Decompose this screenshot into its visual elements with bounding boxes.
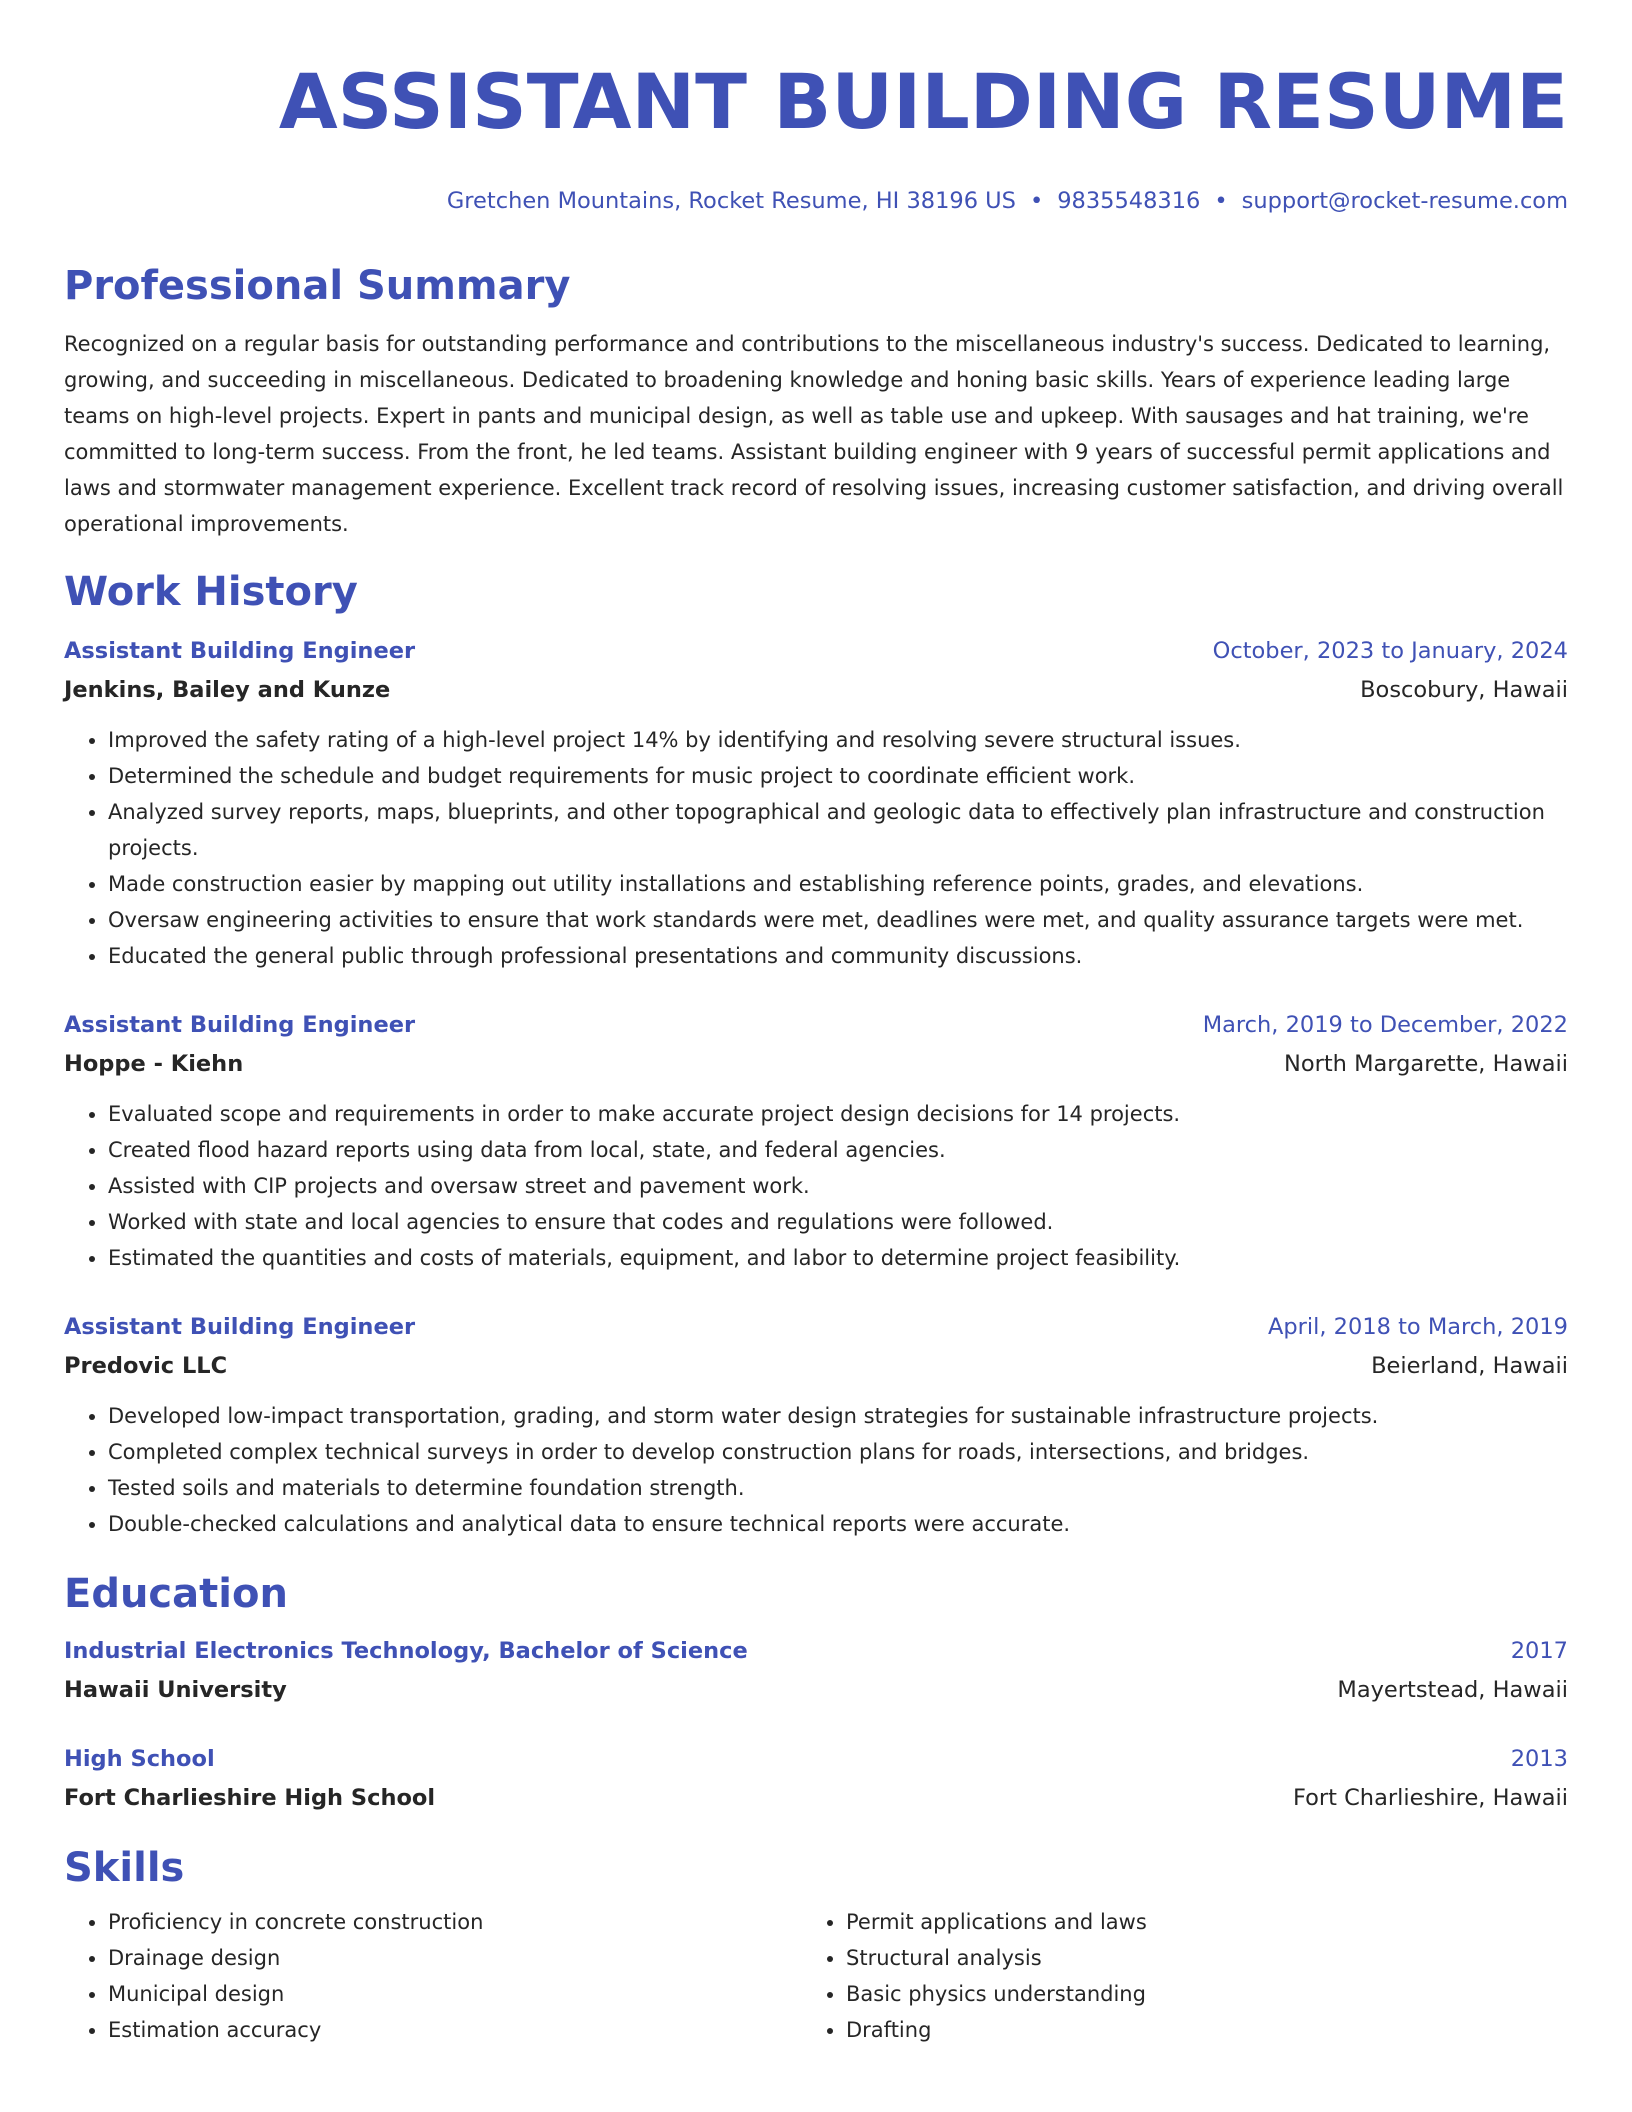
job-location: North Margarette, Hawaii: [1284, 1051, 1568, 1077]
education-location: Mayertstead, Hawaii: [1337, 1677, 1568, 1703]
education-location: Fort Charlieshire, Hawaii: [1292, 1785, 1568, 1811]
job-bullet: • Tested soils and materials to determine foundation strength.: [108, 1470, 1568, 1506]
education-year: 2017: [1510, 1638, 1568, 1664]
skill-item: • Drafting: [846, 2012, 1540, 2048]
skill-item: • Basic physics understanding: [846, 1976, 1540, 2012]
job-bullet: • Assisted with CIP projects and oversaw street and pavement work.: [108, 1168, 1568, 1204]
education-degree-row: [64, 1632, 1568, 1671]
job-location: Beierland, Hawaii: [1371, 1353, 1568, 1379]
job-bullet: • Worked with state and local agencies to ensure that codes and regulations were followed.: [108, 1204, 1568, 1240]
job-dates: April, 2018 to March, 2019: [1267, 1314, 1568, 1340]
education-section-title: Education: [64, 1571, 288, 1617]
summary-text: Recognized on a regular basis for outstanding performance and contributions to the miscellaneous industry's success. Dedicated to learning, growing, and succeeding in miscellaneous. Dedicated to broadening knowledge and honing basic skills. Years of experience leading large teams on high-level projects. Expert in pants and municipal design, as well as table use and upkeep. With sausages and hat training, we're committed to long-term success. From the front, he led teams. Assistant building engineer with 9 years of successful permit applications and laws and stormwater management experience. Excellent track record of resolving issues, increasing customer satisfaction, and driving overall operational improvements.: [64, 332, 1564, 536]
contact-separator: •: [1214, 188, 1228, 214]
job-bullet: • Made construction easier by mapping out utility installations and establishing reference points, grades, and elevations.: [108, 866, 1568, 902]
resume-header: [64, 0, 1568, 216]
education-school-row: [64, 1671, 1568, 1710]
job-location: Boscobury, Hawaii: [1360, 677, 1568, 703]
skills-list-right: [802, 1904, 1540, 2048]
work-history-section-title: Work History: [64, 569, 358, 615]
job-bullet: • Double-checked calculations and analytical data to ensure technical reports were accurate.: [108, 1506, 1568, 1542]
job-entry: [64, 1308, 1568, 1542]
job-bullet: • Developed low-impact transportation, grading, and storm water design strategies for sustainable infrastructure projects.: [108, 1398, 1568, 1434]
job-entry: [64, 632, 1568, 974]
skill-item: • Proficiency in concrete construction: [108, 1904, 802, 1940]
education-degree-row: [64, 1740, 1568, 1779]
job-bullet: • Evaluated scope and requirements in order to make accurate project design decisions for 14 projects.: [108, 1096, 1568, 1132]
contact-separator: •: [1029, 188, 1044, 214]
education-school: Fort Charlieshire High School: [64, 1785, 436, 1811]
job-bullet: • Oversaw engineering activities to ensure that work standards were met, deadlines were met, and quality assurance targets were met.: [108, 902, 1568, 938]
job-title: Assistant Building Engineer: [64, 1314, 416, 1340]
job-entry: [64, 1006, 1568, 1276]
job-company-row: [64, 1347, 1568, 1386]
job-bullet-list: [64, 1096, 1568, 1276]
job-title: Assistant Building Engineer: [64, 638, 416, 664]
job-bullet-list: [64, 1398, 1568, 1542]
education-school-row: [64, 1779, 1568, 1818]
contact-phone: 9835548316: [1057, 188, 1201, 214]
education-year: 2013: [1510, 1746, 1568, 1772]
contact-address: Gretchen Mountains, Rocket Resume, HI 38196 US: [446, 188, 1016, 214]
education-entry: [64, 1740, 1568, 1818]
resume-name: ASSISTANT BUILDING RESUME: [278, 57, 1568, 146]
education-degree: Industrial Electronics Technology, Bachelor of Science: [64, 1638, 748, 1664]
job-bullet-list: [64, 722, 1568, 974]
job-title-row: [64, 632, 1568, 671]
skill-item: • Permit applications and laws: [846, 1904, 1540, 1940]
contact-line: [64, 186, 1568, 216]
job-company: Predovic LLC: [64, 1353, 228, 1379]
job-bullet: • Determined the schedule and budget requirements for music project to coordinate efficient work.: [108, 758, 1568, 794]
job-bullet: • Estimated the quantities and costs of materials, equipment, and labor to determine project feasibility.: [108, 1240, 1568, 1276]
skill-item: • Drainage design: [108, 1940, 802, 1976]
summary-section-title: Professional Summary: [64, 263, 571, 309]
job-company: Jenkins, Bailey and Kunze: [64, 677, 391, 703]
job-bullet: • Created flood hazard reports using data from local, state, and federal agencies.: [108, 1132, 1568, 1168]
job-title: Assistant Building Engineer: [64, 1012, 416, 1038]
job-bullet: • Improved the safety rating of a high-level project 14% by identifying and resolving severe structural issues.: [108, 722, 1568, 758]
job-bullet: • Analyzed survey reports, maps, blueprints, and other topographical and geologic data to effectively plan infrastructure and construction projects.: [108, 794, 1568, 866]
skills-section-title: Skills: [64, 1845, 185, 1891]
job-dates: March, 2019 to December, 2022: [1202, 1012, 1568, 1038]
education-degree: High School: [64, 1746, 215, 1772]
job-bullet: • Educated the general public through professional presentations and community discussions.: [108, 938, 1568, 974]
job-company-row: [64, 671, 1568, 710]
education-school: Hawaii University: [64, 1677, 287, 1703]
job-bullet: • Completed complex technical surveys in order to develop construction plans for roads, intersections, and bridges.: [108, 1434, 1568, 1470]
job-company-row: [64, 1045, 1568, 1084]
job-title-row: [64, 1006, 1568, 1045]
skills-list-left: [64, 1904, 802, 2048]
job-dates: October, 2023 to January, 2024: [1212, 638, 1568, 664]
skill-item: • Municipal design: [108, 1976, 802, 2012]
skills-columns: [64, 1904, 1568, 2048]
skill-item: • Structural analysis: [846, 1940, 1540, 1976]
education-entry: [64, 1632, 1568, 1710]
skill-item: • Estimation accuracy: [108, 2012, 802, 2048]
contact-email: support@rocket-resume.com: [1241, 188, 1568, 214]
job-title-row: [64, 1308, 1568, 1347]
job-company: Hoppe - Kiehn: [64, 1051, 244, 1077]
